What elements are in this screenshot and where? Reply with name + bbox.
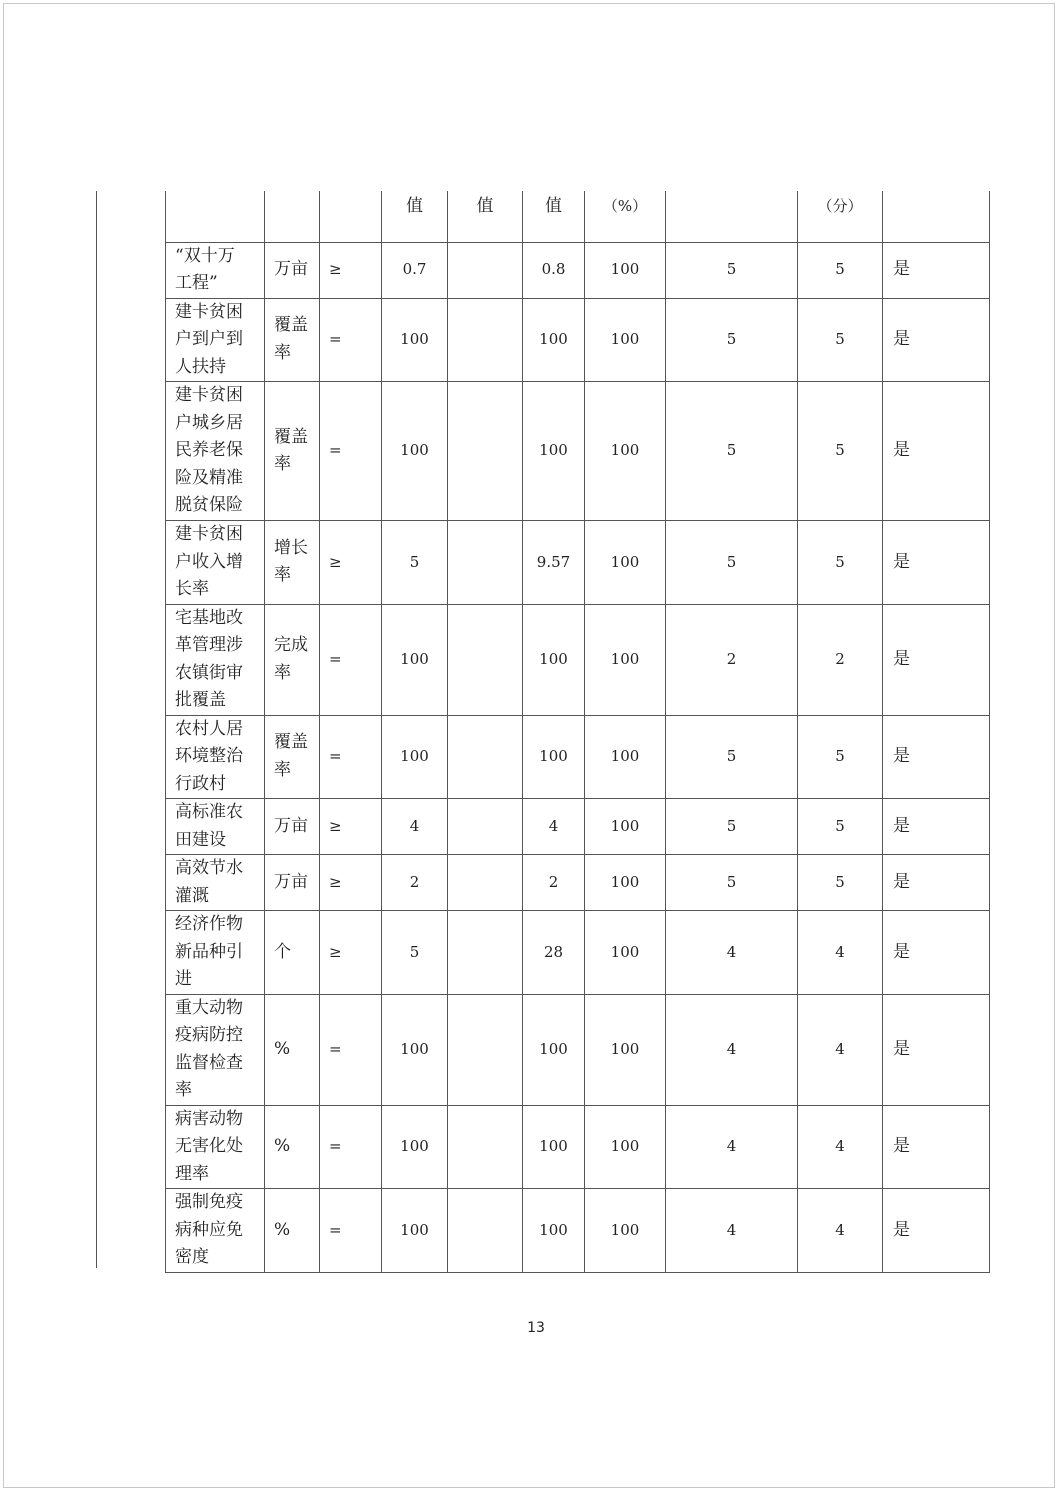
indicator-unit: 覆盖 率 <box>265 715 320 799</box>
actual-score: 4 <box>798 1189 883 1273</box>
indicator-name: 强制免疫 病种应免 密度 <box>166 1189 265 1273</box>
indicator-name: 重大动物 疫病防控 监督检查 率 <box>166 994 265 1105</box>
weight-score: 5 <box>666 799 798 855</box>
completion-rate: 100 <box>585 994 666 1105</box>
indicator-unit: 完成 率 <box>265 604 320 715</box>
header-cell-empty <box>166 191 265 242</box>
completion-rate: 100 <box>585 298 666 382</box>
table-row <box>166 799 990 855</box>
indicator-unit: 个 <box>265 911 320 995</box>
completion-rate: 100 <box>585 855 666 911</box>
indicator-name: 建卡贫困 户城乡居 民养老保 险及精准 脱贫保险 <box>166 382 265 521</box>
table-row <box>166 604 990 715</box>
header-cell-empty <box>320 191 382 242</box>
actual-value: 100 <box>523 994 585 1105</box>
target-met: 是 <box>883 799 990 855</box>
indicator-unit: % <box>265 1105 320 1189</box>
standard-value <box>448 1189 523 1273</box>
indicator-operator: ≥ <box>320 242 382 298</box>
indicator-unit: 万亩 <box>265 855 320 911</box>
actual-value: 100 <box>523 382 585 521</box>
indicator-operator: = <box>320 298 382 382</box>
standard-value <box>448 799 523 855</box>
table-row <box>166 242 990 298</box>
table-row <box>166 994 990 1105</box>
actual-score: 4 <box>798 994 883 1105</box>
target-met: 是 <box>883 242 990 298</box>
indicator-name: 高标准农 田建设 <box>166 799 265 855</box>
standard-value <box>448 242 523 298</box>
standard-value <box>448 382 523 521</box>
weight-score: 4 <box>666 1189 798 1273</box>
target-met: 是 <box>883 521 990 605</box>
completion-rate: 100 <box>585 521 666 605</box>
target-met: 是 <box>883 382 990 521</box>
indicator-unit: % <box>265 994 320 1105</box>
actual-value: 4 <box>523 799 585 855</box>
actual-score: 5 <box>798 521 883 605</box>
indicator-operator: = <box>320 715 382 799</box>
target-met: 是 <box>883 911 990 995</box>
target-value: 100 <box>382 715 448 799</box>
table-row <box>166 298 990 382</box>
standard-value <box>448 604 523 715</box>
actual-value: 0.8 <box>523 242 585 298</box>
standard-value <box>448 911 523 995</box>
actual-value: 100 <box>523 715 585 799</box>
header-actual-value: 值 <box>523 191 585 242</box>
table-header-row <box>166 191 990 242</box>
actual-value: 9.57 <box>523 521 585 605</box>
actual-score: 5 <box>798 855 883 911</box>
target-met: 是 <box>883 715 990 799</box>
completion-rate: 100 <box>585 1189 666 1273</box>
completion-rate: 100 <box>585 911 666 995</box>
actual-score: 5 <box>798 715 883 799</box>
weight-score: 4 <box>666 994 798 1105</box>
weight-score: 5 <box>666 382 798 521</box>
weight-score: 4 <box>666 911 798 995</box>
target-value: 5 <box>382 911 448 995</box>
indicator-operator: = <box>320 1105 382 1189</box>
page-number: 13 <box>527 1320 545 1336</box>
target-value: 2 <box>382 855 448 911</box>
actual-value: 28 <box>523 911 585 995</box>
standard-value <box>448 855 523 911</box>
table-row <box>166 855 990 911</box>
indicator-name: 农村人居 环境整治 行政村 <box>166 715 265 799</box>
indicator-unit: 万亩 <box>265 799 320 855</box>
completion-rate: 100 <box>585 242 666 298</box>
indicator-name: 高效节水 灌溉 <box>166 855 265 911</box>
header-cell-empty <box>883 191 990 242</box>
standard-value <box>448 298 523 382</box>
left-margin-rule <box>96 191 97 1268</box>
table-row <box>166 521 990 605</box>
weight-score: 5 <box>666 855 798 911</box>
indicator-name: 经济作物 新品种引 进 <box>166 911 265 995</box>
header-target-value: 值 <box>382 191 448 242</box>
weight-score: 5 <box>666 242 798 298</box>
table-row <box>166 715 990 799</box>
actual-value: 100 <box>523 604 585 715</box>
performance-indicator-table <box>165 191 990 1273</box>
indicator-operator: = <box>320 604 382 715</box>
standard-value <box>448 715 523 799</box>
indicator-name: 建卡贫困 户收入增 长率 <box>166 521 265 605</box>
actual-score: 5 <box>798 298 883 382</box>
completion-rate: 100 <box>585 1105 666 1189</box>
standard-value <box>448 1105 523 1189</box>
completion-rate: 100 <box>585 382 666 521</box>
actual-value: 100 <box>523 298 585 382</box>
indicator-unit: 万亩 <box>265 242 320 298</box>
table-row <box>166 911 990 995</box>
indicator-name: 病害动物 无害化处 理率 <box>166 1105 265 1189</box>
indicator-operator: = <box>320 1189 382 1273</box>
actual-value: 2 <box>523 855 585 911</box>
target-met: 是 <box>883 604 990 715</box>
actual-score: 4 <box>798 911 883 995</box>
indicator-unit: 覆盖 率 <box>265 382 320 521</box>
standard-value <box>448 521 523 605</box>
indicator-operator: ≥ <box>320 521 382 605</box>
target-met: 是 <box>883 855 990 911</box>
target-met: 是 <box>883 994 990 1105</box>
indicator-unit: 增长 率 <box>265 521 320 605</box>
header-score: （分） <box>798 191 883 242</box>
table-row <box>166 1189 990 1273</box>
target-value: 100 <box>382 994 448 1105</box>
target-value: 4 <box>382 799 448 855</box>
header-completion-rate: （%） <box>585 191 666 242</box>
target-value: 100 <box>382 382 448 521</box>
table-row <box>166 382 990 521</box>
target-value: 100 <box>382 1105 448 1189</box>
weight-score: 5 <box>666 521 798 605</box>
target-met: 是 <box>883 1189 990 1273</box>
target-value: 100 <box>382 604 448 715</box>
target-value: 5 <box>382 521 448 605</box>
indicator-operator: = <box>320 994 382 1105</box>
header-cell-empty <box>666 191 798 242</box>
indicator-unit: % <box>265 1189 320 1273</box>
indicator-operator: ≥ <box>320 799 382 855</box>
indicator-name: “双十万 工程” <box>166 242 265 298</box>
actual-score: 4 <box>798 1105 883 1189</box>
actual-value: 100 <box>523 1105 585 1189</box>
table-row <box>166 1105 990 1189</box>
indicator-name: 宅基地改 革管理涉 农镇街审 批覆盖 <box>166 604 265 715</box>
standard-value <box>448 994 523 1105</box>
indicator-operator: = <box>320 382 382 521</box>
weight-score: 5 <box>666 298 798 382</box>
actual-score: 5 <box>798 382 883 521</box>
indicator-operator: ≥ <box>320 911 382 995</box>
actual-score: 2 <box>798 604 883 715</box>
indicator-name: 建卡贫困 户到户到 人扶持 <box>166 298 265 382</box>
header-cell-empty <box>265 191 320 242</box>
weight-score: 4 <box>666 1105 798 1189</box>
completion-rate: 100 <box>585 715 666 799</box>
target-value: 0.7 <box>382 242 448 298</box>
target-met: 是 <box>883 298 990 382</box>
completion-rate: 100 <box>585 799 666 855</box>
completion-rate: 100 <box>585 604 666 715</box>
actual-score: 5 <box>798 799 883 855</box>
actual-value: 100 <box>523 1189 585 1273</box>
indicator-operator: ≥ <box>320 855 382 911</box>
indicator-unit: 覆盖 率 <box>265 298 320 382</box>
target-value: 100 <box>382 298 448 382</box>
target-value: 100 <box>382 1189 448 1273</box>
weight-score: 5 <box>666 715 798 799</box>
header-standard-value: 值 <box>448 191 523 242</box>
weight-score: 2 <box>666 604 798 715</box>
actual-score: 5 <box>798 242 883 298</box>
target-met: 是 <box>883 1105 990 1189</box>
